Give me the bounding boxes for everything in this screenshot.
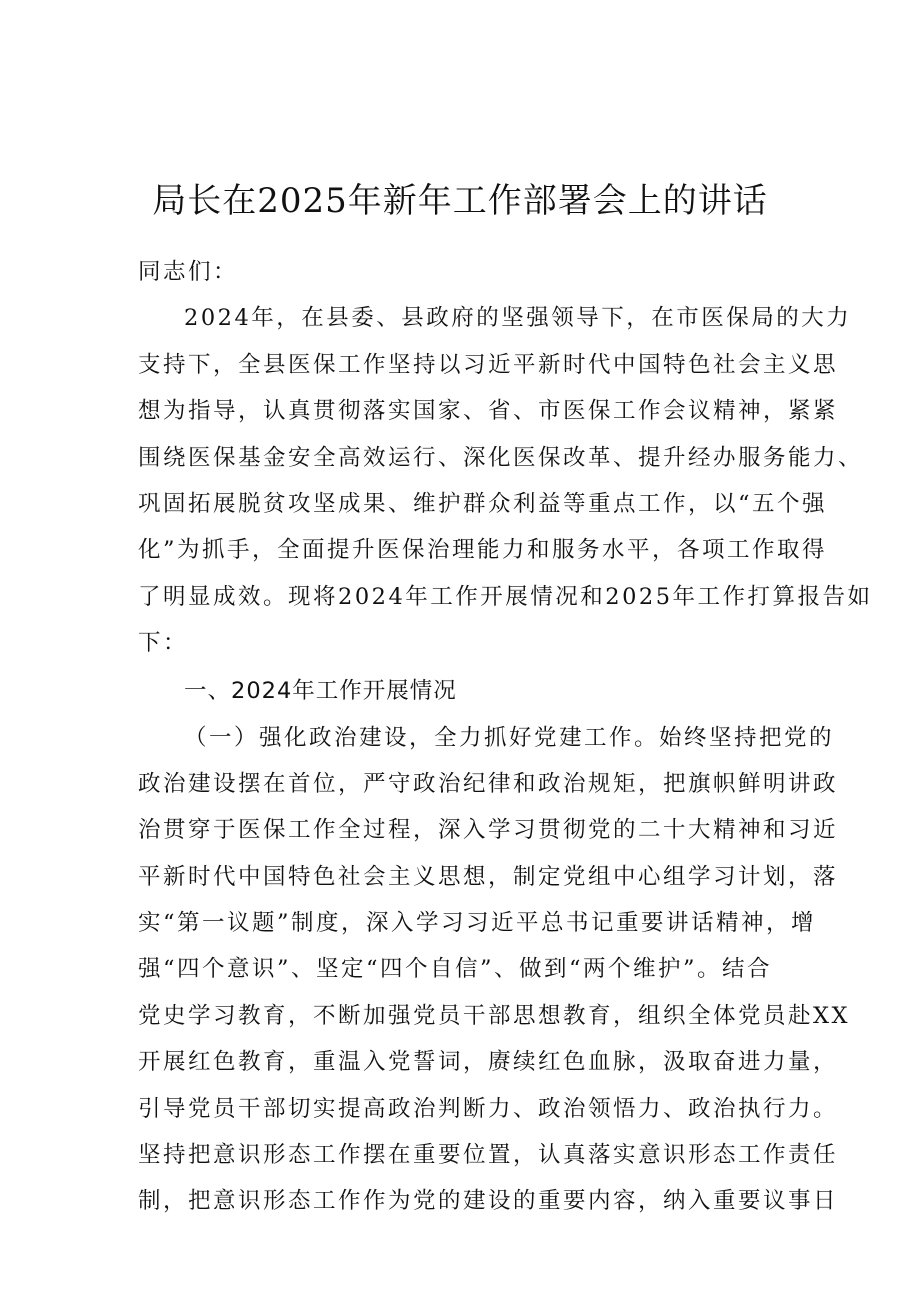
paragraph-party-building	[138, 715, 851, 1225]
paragraph-line: 开展红色教育，重温入党誓词，赓续红色血脉，汲取奋进力量，	[138, 1049, 839, 1076]
paragraph-line: 支持下，全县医保工作坚持以习近平新时代中国特色社会主义思	[138, 351, 839, 378]
paragraph-line: 了明显成效。现将2024年工作开展情况和2025年工作打算报告如	[138, 583, 873, 610]
paragraph-line: 引导党员干部切实提高政治判断力、政治领悟力、政治执行力。	[138, 1095, 839, 1122]
paragraph-line: 下：	[138, 630, 189, 657]
paragraph-line: 2024年，在县委、县政府的坚强领导下，在市医保局的大力	[184, 305, 852, 332]
salutation: 同志们：	[138, 259, 239, 285]
paragraph-line: 想为指导，认真贯彻落实国家、省、市医保工作会议精神，紧紧	[138, 398, 839, 425]
paragraph-line: 党史学习教育，不断加强党员干部思想教育，组织全体党员赴XX	[138, 1002, 851, 1029]
paragraph-line: 平新时代中国特色社会主义思想，制定党组中心组学习计划，落	[138, 863, 839, 890]
paragraph-line: 围绕医保基金安全高效运行、深化医保改革、提升经办服务能力、	[138, 444, 864, 471]
paragraph-line: 强“四个意识”、坚定“四个自信”、做到“两个维护”。结合	[138, 956, 773, 983]
section-heading: 一、2024年工作开展情况	[184, 677, 457, 704]
document-body	[138, 249, 873, 1225]
paragraph-line: 治贯穿于医保工作全过程，深入学习贯彻党的二十大精神和习近	[138, 817, 839, 844]
paragraph-line: 制，把意识形态工作作为党的建设的重要内容，纳入重要议事日	[138, 1188, 839, 1215]
paragraph-line: 化”为抓手，全面提升医保治理能力和服务水平，各项工作取得	[138, 537, 828, 564]
paragraph-line: 坚持把意识形态工作摆在重要位置，认真落实意识形态工作责任	[138, 1142, 839, 1169]
paragraph-line: （一）强化政治建设，全力抓好党建工作。始终坚持把党的	[184, 724, 835, 751]
document-title: 局长在2025年新年工作部署会上的讲话	[152, 180, 768, 221]
paragraph-line: 巩固拓展脱贫攻坚成果、维护群众利益等重点工作，以“五个强	[138, 490, 828, 517]
paragraph-intro	[138, 295, 873, 666]
paragraph-line: 政治建设摆在首位，严守政治纪律和政治规矩，把旗帜鲜明讲政	[138, 770, 839, 797]
paragraph-line: 实“第一议题”制度，深入学习习近平总书记重要讲话精神，增	[138, 910, 817, 937]
